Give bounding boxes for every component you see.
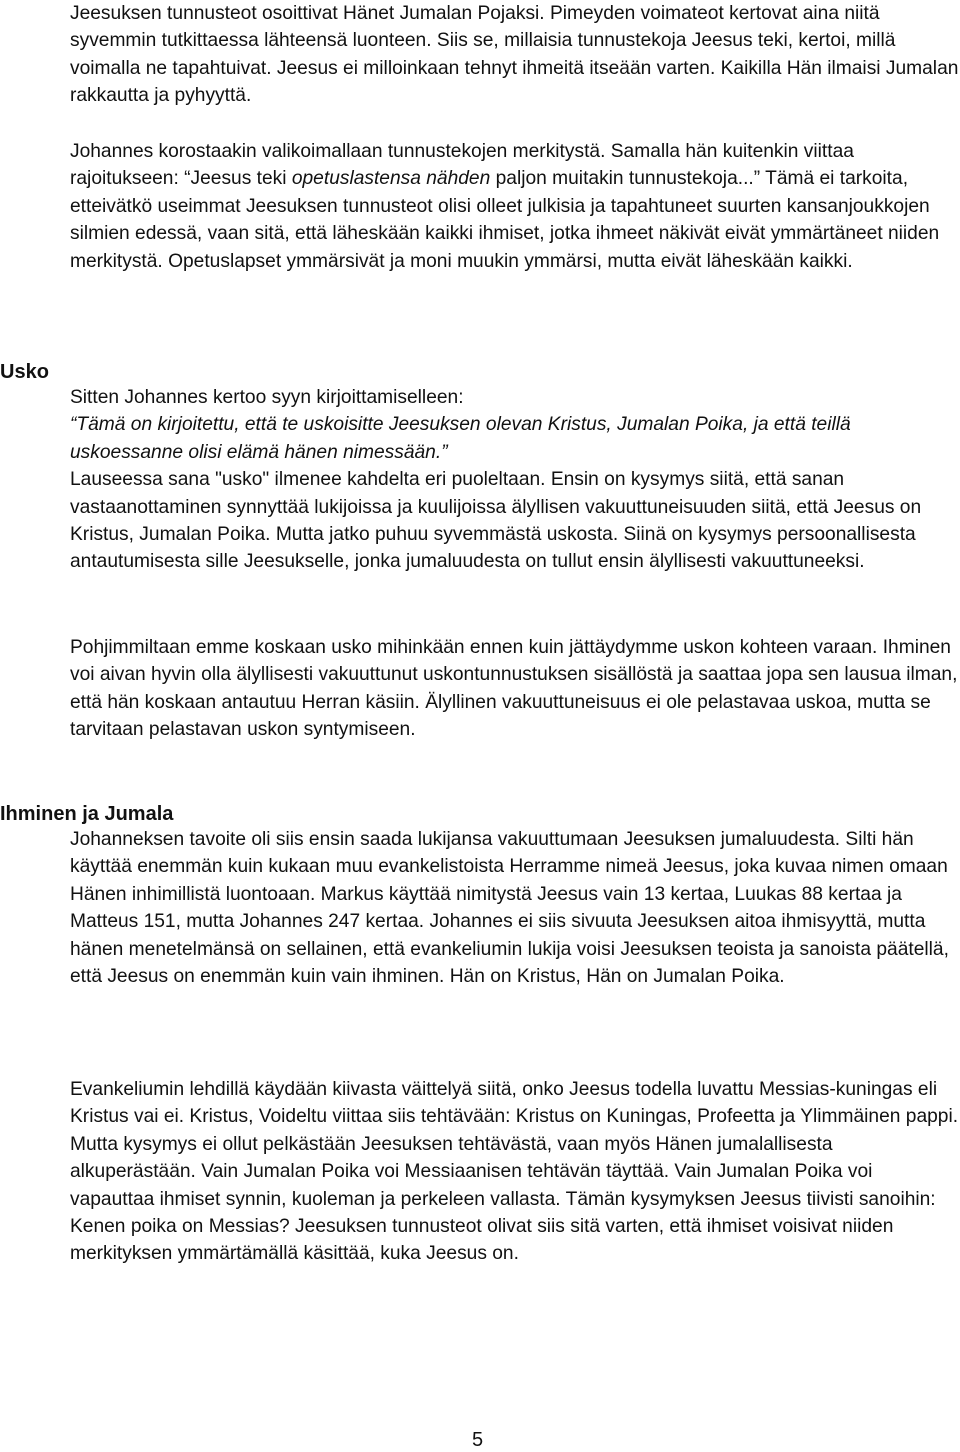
section-heading-ihminen-ja-jumala: Ihminen ja Jumala [0,803,174,825]
quote-close: ” [753,168,761,190]
quote-open: “ [184,168,191,190]
page-number: 5 [472,1429,484,1451]
section-heading-usko: Usko [0,361,49,383]
quote-close: ” [441,441,448,463]
ihminen-paragraph-2: Evankeliumin lehdillä käydään kiivasta väittelyä siitä, onko Jeesus todella luvattu Messias-kuningas eli Kristus vai ei. Kristus, Voideltu viittaa siis tehtävään: Kristus on Kuningas, Profeetta ja Ylimmäinen pappi. Mutta kysymys ei ollut pelkästään Jeesuksen tehtävästä, vaan myös Hänen jumalallisesta alkuperästään. Vain Jumalan Poika voi Messiaanisen tehtävän täyttää. Vain Jumalan Poika voi vapauttaa ihmiset synnin, kuoleman ja perkeleen vallasta. Tämän kysymyksen Jeesus tiivisti sanoihin: Kenen poika on Messias? Jeesuksen tunnusteot olivat siis sitä varten, että ihmiset voisivat niiden merkityksen ymmärtämällä käsittää, kuka Jeesus on. [70,1079,959,1265]
quote-open: “ [70,414,77,436]
intro-paragraph-1: Jeesuksen tunnusteot osoittivat Hänet Jumalan Pojaksi. Pimeyden voimateot kertovat aina niitä syvemmin tutkittaessa lähteensä luonteen. Siis se, millaisia tunnustekoja Jeesus teki, kertoi, millä voimalla ne tapahtuivat. Jeesus ei milloinkaan tehnyt ihmeitä itseään varten. Kaikilla Hän ilmaisi Jumalan rakkautta ja pyhyyttä. [70,3,959,107]
intro-quote-emphasis: opetuslastensa nähden [291,168,491,190]
usko-paragraph-1 [70,384,960,576]
usko-lead: Sitten Johannes kertoo syyn kirjoittamiselleen: [70,387,464,408]
usko-quote-text: Tämä on kirjoitettu, että te uskoisitte Jeesuksen olevan Kristus, Jumalan Poika, ja että teillä uskoessanne olisi elämä hänen nimessään. [70,414,851,463]
intro-paragraph-2 [70,138,960,275]
intro-quote-end: paljon muitakin tunnustekoja... [490,168,754,190]
usko-explanation: Lauseessa sana "usko" ilmenee kahdelta eri puoleltaan. Ensin on kysymys siitä, että sanan vastaanottaminen synnyttää lukijoissa ja kuulijoissa älyllisen vakuuttuneisuuden siitä, että Jeesus on Kristus, Jumalan Poika. Mutta jatko puhuu syvemmästä uskosta. Siinä on kysymys persoonallisesta antautumisesta sille Jeesukselle, jonka jumaluudesta on tullut ensin älyllisesti vakuuttuneeksi. [70,469,922,573]
usko-quote [70,414,851,462]
intro-paragraph-2-rest: Tämä ei tarkoita, etteivätkö useimmat Jeesuksen tunnusteot olisi olleet julkisia ja tapahtuneet suurten kansanjoukkojen silmien edessä, vaan sitä, että läheskään kaikki ihmiset, jotka ihmeet näkivät eivät ymmärtäneet niiden merkitystä. Opetuslapset ymmärsivät ja moni muukin ymmärsi, mutta eivät läheskään kaikki. [70,168,940,272]
usko-paragraph-2: Pohjimmiltaan emme koskaan usko mihinkään ennen kuin jättäydymme uskon kohteen varaan. Ihminen voi aivan hyvin olla älyllisesti vakuuttunut uskontunnustuksen sisällöstä ja saattaa jopa sen lausua ilman, että hän koskaan antautuu Herran käsiin. Älyllinen vakuuttuneisuus ei ole pelastavaa uskoa, mutta se tarvitaan pelastavan uskon syntymiseen. [70,637,958,741]
ihminen-paragraph-1: Johanneksen tavoite oli siis ensin saada lukijansa vakuuttumaan Jeesuksen jumaluudesta. Silti hän käyttää enemmän kuin kukaan muu evankelistoista Herramme nimeä Jeesus, joka kuvaa nimen omaan Hänen inhimillistä luontoaan. Markus käyttää nimitystä Jeesus vain 13 kertaa, Luukas 88 kertaa ja Matteus 151, mutta Johannes 247 kertaa. Johannes ei siis sivuuta Jeesuksen aitoa ihmisyyttä, mutta hänen menetelmänsä on sellainen, että evankeliumin lukija voisi Jeesuksen teoista ja sanoista päätellä, että Jeesus on enemmän kuin vain ihminen. Hän on Kristus, Hän on Jumalan Poika. [70,829,949,988]
intro-paragraph-2-lead: Johannes korostaakin valikoimallaan tunnustekojen merkitystä. Samalla hän kuitenkin viittaa rajoitukseen: [70,141,854,190]
intro-quote-start: Jeesus teki [190,168,292,190]
